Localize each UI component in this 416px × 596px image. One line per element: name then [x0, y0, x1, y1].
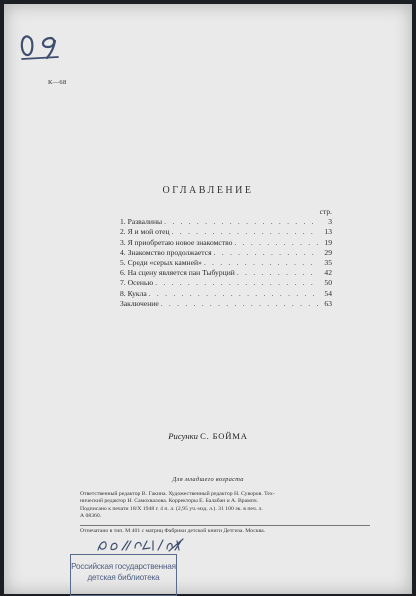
toc-entry	[120, 227, 332, 237]
toc-entry-title: 1. Развалины	[120, 217, 163, 227]
toc-entry-page: 42	[324, 268, 332, 278]
toc-entry	[120, 238, 332, 248]
toc-entry	[120, 299, 332, 309]
credits-line: нический редактор Н. Самохвалова. Корректоры Е. Балабан и А. Врампч.	[80, 498, 259, 505]
leader-dots	[172, 227, 318, 237]
toc-entry-page: 63	[324, 298, 332, 308]
credits-line: А 08360.	[80, 512, 102, 519]
printing-note: Отпечатано в тип. М 401 с матриц Фабрики детской книги Детгиза. Москва.	[80, 528, 266, 534]
leader-dots	[237, 268, 318, 278]
handwritten-mark	[18, 32, 74, 62]
illustrator-name: С. БОЙМА	[200, 431, 248, 441]
toc-entry-title: Заключение	[120, 298, 159, 308]
library-stamp	[70, 554, 177, 596]
stamp-line: детская библиотека	[87, 573, 160, 582]
toc-entry-page: 29	[324, 247, 332, 257]
toc-entry	[120, 268, 332, 278]
toc-entry-page: 13	[324, 227, 332, 237]
toc-title: ОГЛАВЛЕНИЕ	[162, 185, 254, 196]
toc-entry-title: 2. Я и мой отец	[120, 227, 170, 237]
toc-entry	[120, 278, 332, 288]
leader-dots	[214, 248, 318, 258]
page-column-label: стр.	[319, 207, 332, 216]
leader-dots	[161, 299, 318, 309]
book-page	[4, 4, 412, 594]
toc-entry-title: 4. Знакомство продолжается	[120, 247, 212, 257]
toc-entry-title: 5. Среди «серых камней»	[120, 258, 202, 268]
toc-entry-title: 6. На сцену является пан Тыбурций	[120, 268, 235, 278]
toc-entry	[120, 248, 332, 258]
toc-entry-page: 3	[328, 217, 332, 227]
leader-dots	[204, 258, 318, 268]
illustrator-label: Рисунки	[168, 431, 198, 441]
toc-entry-title: 7. Осенью	[120, 278, 154, 288]
toc-entry-page: 50	[324, 278, 332, 288]
toc-entry-title: 8. Кукла	[120, 288, 147, 298]
inventory-number-handwritten	[95, 538, 185, 552]
toc-entry-page: 54	[324, 288, 332, 298]
table-of-contents	[120, 207, 332, 309]
toc-entry	[120, 289, 332, 299]
toc-entry-title: 3. Я приобретаю новое знакомство	[120, 237, 233, 247]
credits-line: Подписано к печати 18/X 1948 г. 4 п. л. (2,95 уч.-изд. л.). 31 100 эк. в печ. л.	[80, 505, 263, 512]
leader-dots	[234, 238, 318, 248]
toc-entry-page: 35	[324, 258, 332, 268]
leader-dots	[149, 289, 318, 299]
divider	[80, 525, 370, 526]
toc-entry-page: 19	[324, 237, 332, 247]
toc-entry	[120, 258, 332, 268]
leader-dots	[164, 217, 318, 227]
leader-dots	[155, 278, 318, 288]
illustrator-credit	[4, 431, 412, 441]
credits-line: Ответственный редактор В. Гакина. Художественный редактор Н. Суворов. Тех-	[80, 491, 275, 497]
stamp-line: Российская государственная	[71, 562, 176, 571]
book-code: К—68	[48, 79, 67, 86]
imprint-credits	[80, 491, 370, 520]
toc-entry	[120, 217, 332, 227]
age-group: Для младшего возраста	[172, 476, 244, 483]
